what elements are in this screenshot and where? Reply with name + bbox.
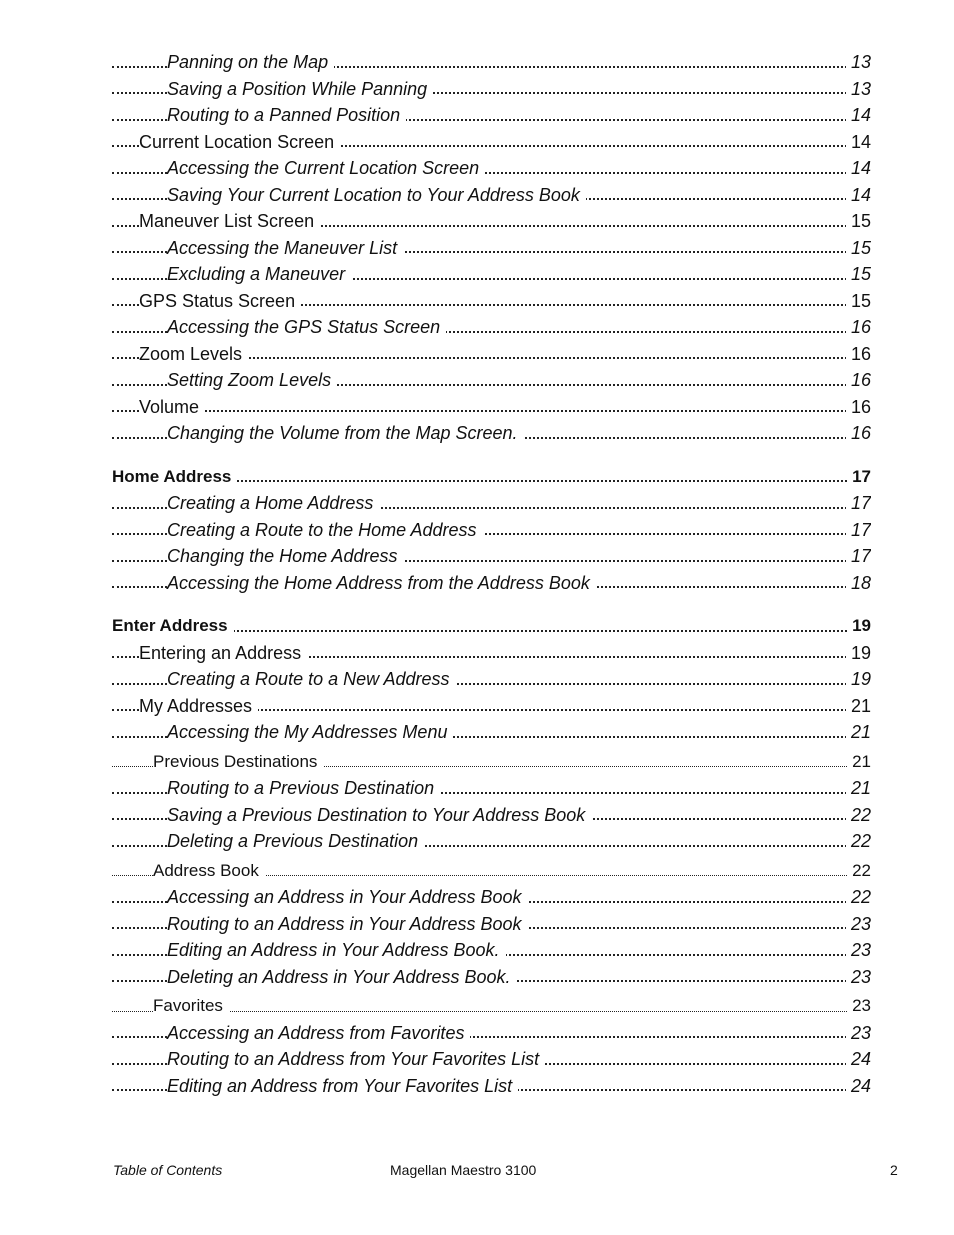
toc-entry-page-number: 15 [846, 261, 871, 288]
toc-entry-title: Creating a Route to the Home Address [167, 520, 483, 540]
toc-entry-page-number: 14 [846, 102, 871, 129]
toc-entry[interactable] [112, 341, 871, 368]
toc-entry-page-number: 23 [846, 964, 871, 991]
toc-entry-page-number: 24 [846, 1073, 871, 1100]
toc-entry-page-number: 21 [846, 775, 871, 802]
toc-entry-page-number: 15 [846, 235, 871, 262]
toc-entry-title: Creating a Home Address [167, 493, 379, 513]
toc-entry[interactable] [112, 719, 871, 746]
toc-entry-title: My Addresses [139, 696, 258, 716]
toc-entry-title: Panning on the Map [167, 52, 334, 72]
toc-entry-page-number: 19 [846, 666, 871, 693]
toc-entry-title: Accessing an Address in Your Address Book [167, 887, 528, 907]
toc-entry[interactable] [112, 828, 871, 855]
toc-entry[interactable] [112, 261, 871, 288]
toc-entry-title: Accessing the My Addresses Menu [167, 722, 453, 742]
toc-entry-page-number: 13 [846, 49, 871, 76]
toc-entry-page-number: 18 [846, 570, 871, 597]
toc-entry-page-number: 22 [847, 858, 871, 885]
toc-entry-title: Previous Destinations [153, 752, 323, 771]
toc-entry[interactable] [112, 693, 871, 720]
toc-entry-page-number: 16 [846, 314, 871, 341]
toc-entry[interactable] [112, 993, 871, 1020]
toc-entry[interactable] [112, 155, 871, 182]
toc-entry-page-number: 17 [846, 517, 871, 544]
toc-entry-page-number: 23 [846, 937, 871, 964]
toc-entry-page-number: 17 [847, 464, 871, 491]
toc-entry[interactable] [112, 858, 871, 885]
toc-entry-title: Enter Address [112, 616, 234, 635]
toc-entry-title: Maneuver List Screen [139, 211, 320, 231]
toc-entry-page-number: 14 [846, 129, 871, 156]
toc-entry-page-number: 19 [847, 613, 871, 640]
toc-entry[interactable] [112, 613, 871, 640]
footer-section-title: Table of Contents [113, 1162, 223, 1178]
toc-entry[interactable] [112, 102, 871, 129]
toc-entry-page-number: 19 [846, 640, 871, 667]
toc-entry[interactable] [112, 235, 871, 262]
footer-product-name: Magellan Maestro 3100 [390, 1162, 537, 1178]
toc-entry-title: Routing to a Panned Position [167, 105, 406, 125]
toc-entry-title: Accessing the Maneuver List [167, 238, 403, 258]
toc-entry-title: GPS Status Screen [139, 291, 301, 311]
toc-entry-page-number: 15 [846, 208, 871, 235]
toc-entry-title: Editing an Address from Your Favorites List [167, 1076, 518, 1096]
toc-entry[interactable] [112, 964, 871, 991]
toc-entry[interactable] [112, 640, 871, 667]
dot-leader [112, 410, 871, 412]
toc-entry[interactable] [112, 775, 871, 802]
toc-entry[interactable] [112, 543, 871, 570]
toc-entry-title: Saving a Previous Destination to Your Address Book [167, 805, 591, 825]
toc-entry[interactable] [112, 394, 871, 421]
toc-entry-page-number: 23 [846, 1020, 871, 1047]
toc-entry-title: Zoom Levels [139, 344, 248, 364]
table-of-contents [112, 49, 871, 1099]
toc-entry-page-number: 16 [846, 367, 871, 394]
toc-entry-title: Editing an Address in Your Address Book. [167, 940, 506, 960]
toc-entry-title: Address Book [153, 861, 265, 880]
toc-entry-title: Excluding a Maneuver [167, 264, 351, 284]
toc-entry-title: Home Address [112, 467, 237, 486]
toc-entry[interactable] [112, 1073, 871, 1100]
toc-entry-title: Accessing the Home Address from the Address Book [167, 573, 596, 593]
toc-entry-title: Setting Zoom Levels [167, 370, 337, 390]
toc-entry-title: Entering an Address [139, 643, 307, 663]
toc-entry-title: Changing the Home Address [167, 546, 403, 566]
toc-entry[interactable] [112, 129, 871, 156]
toc-entry[interactable] [112, 517, 871, 544]
toc-entry-title: Routing to an Address in Your Address Book [167, 914, 528, 934]
toc-entry-page-number: 16 [846, 420, 871, 447]
toc-entry[interactable] [112, 666, 871, 693]
toc-entry-page-number: 17 [846, 490, 871, 517]
toc-entry-title: Deleting a Previous Destination [167, 831, 424, 851]
toc-entry-page-number: 23 [847, 993, 871, 1020]
toc-entry[interactable] [112, 182, 871, 209]
toc-entry-title: Creating a Route to a New Address [167, 669, 455, 689]
toc-entry-page-number: 22 [846, 828, 871, 855]
toc-entry[interactable] [112, 49, 871, 76]
toc-entry-title: Routing to a Previous Destination [167, 778, 440, 798]
toc-entry-title: Deleting an Address in Your Address Book. [167, 967, 517, 987]
toc-entry[interactable] [112, 749, 871, 776]
toc-entry-title: Accessing an Address from Favorites [167, 1023, 470, 1043]
toc-entry-page-number: 14 [846, 155, 871, 182]
footer-page-number: 2 [890, 1162, 898, 1178]
toc-entry-title: Accessing the GPS Status Screen [167, 317, 446, 337]
toc-entry-title: Changing the Volume from the Map Screen. [167, 423, 524, 443]
toc-entry-page-number: 16 [846, 394, 871, 421]
toc-entry-page-number: 24 [846, 1046, 871, 1073]
toc-entry-title: Favorites [153, 996, 229, 1015]
toc-entry-page-number: 21 [846, 693, 871, 720]
toc-entry-title: Accessing the Current Location Screen [167, 158, 485, 178]
toc-entry-page-number: 22 [846, 802, 871, 829]
toc-entry-page-number: 16 [846, 341, 871, 368]
toc-entry-page-number: 22 [846, 884, 871, 911]
toc-entry[interactable] [112, 911, 871, 938]
toc-entry[interactable] [112, 1020, 871, 1047]
toc-entry[interactable] [112, 208, 871, 235]
toc-entry-page-number: 23 [846, 911, 871, 938]
toc-entry[interactable] [112, 884, 871, 911]
toc-entry[interactable] [112, 367, 871, 394]
toc-entry[interactable] [112, 464, 871, 491]
toc-entry-title: Current Location Screen [139, 132, 340, 152]
toc-entry[interactable] [112, 937, 871, 964]
toc-entry-page-number: 14 [846, 182, 871, 209]
toc-entry-page-number: 13 [846, 76, 871, 103]
toc-entry[interactable] [112, 570, 871, 597]
toc-entry-page-number: 21 [846, 719, 871, 746]
toc-entry-title: Volume [139, 397, 205, 417]
toc-entry[interactable] [112, 420, 871, 447]
toc-entry-title: Saving a Position While Panning [167, 79, 433, 99]
toc-entry-title: Routing to an Address from Your Favorites List [167, 1049, 545, 1069]
toc-entry[interactable] [112, 1046, 871, 1073]
toc-entry[interactable] [112, 314, 871, 341]
toc-entry-page-number: 21 [847, 749, 871, 776]
toc-entry-page-number: 15 [846, 288, 871, 315]
toc-entry[interactable] [112, 76, 871, 103]
toc-entry[interactable] [112, 288, 871, 315]
toc-entry-title: Saving Your Current Location to Your Address Book [167, 185, 586, 205]
toc-entry[interactable] [112, 802, 871, 829]
toc-entry[interactable] [112, 490, 871, 517]
toc-entry-page-number: 17 [846, 543, 871, 570]
